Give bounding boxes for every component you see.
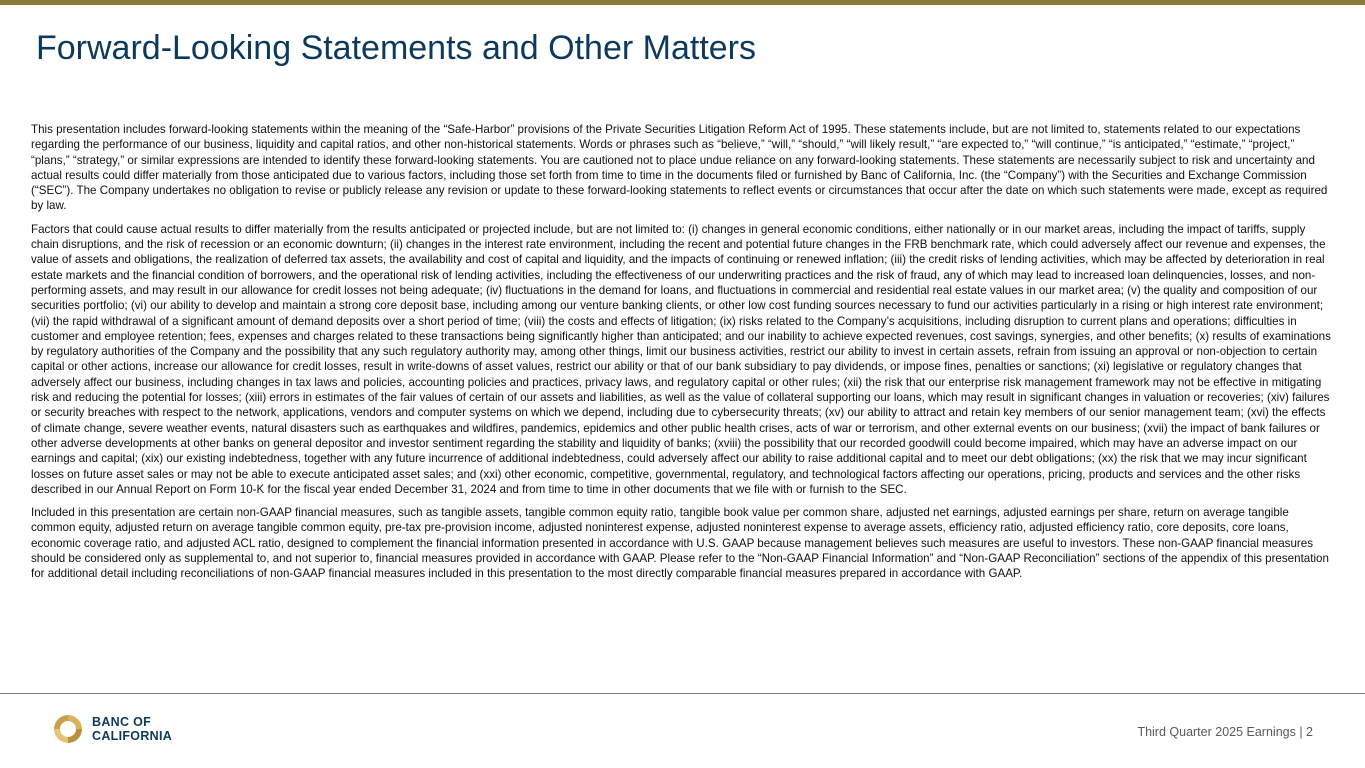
banc-of-california-ring-icon — [52, 713, 84, 745]
page-title: Forward-Looking Statements and Other Matters — [36, 29, 756, 67]
disclaimer-body — [31, 122, 1335, 590]
company-logo — [52, 713, 172, 745]
paragraph-forward-looking: This presentation includes forward-looking statements within the meaning of the “Safe-Harbor” provisions of the Private Securities Litigation Reform Act of 1995. These statements include, but are not limited to, statements related to our expectations regarding the performance of our business, liquidity and capital ratios, and other non-historical statements. Words or phrases such as “believe,” “will,” “should,” “will likely result,” “are expected to,” “will continue,” “is anticipated,” “estimate,” “project,” “plans,” “strategy,” or similar expressions are intended to identify these forward-looking statements. You are cautioned not to place undue reliance on any forward-looking statements. These statements are necessarily subject to risk and uncertainty and actual results could differ materially from those anticipated due to various factors, including those set forth from time to time in the documents filed or furnished by Banc of California, Inc. (the “Company”) with the Securities and Exchange Commission (“SEC”). The Company undertakes no obligation to revise or publicly release any revision or update to these forward-looking statements to reflect events or circumstances that occur after the date on which such statements were made, except as required by law. — [31, 123, 1328, 213]
paragraph-risk-factors: Factors that could cause actual results to differ materially from the results anticipated or projected include, but are not limited to: (i) changes in general economic conditions, either nationally or in our market areas, including the impact of tariffs, supply chain disruptions, and the risk of recession or an economic downturn; (ii) changes in the interest rate environment, including the recent and potential future changes in the FRB benchmark rate, which could adversely affect our revenue and expenses, the value of assets and obligations, the realization of deferred tax assets, the availability and cost of capital and liquidity, and the impacts of continuing or renewed inflation; (iii) the credit risks of lending activities, which may be affected by deterioration in real estate markets and the financial condition of borrowers, and the operational risk of lending activities, including the effectiveness of our underwriting practices and the risk of fraud, any of which may lead to increased loan delinquencies, losses, and non-performing assets, and may result in our allowance for credit losses not being adequate; (iv) fluctuations in the demand for loans, and fluctuations in commercial and residential real estate values in our market area; (v) the quality and composition of our securities portfolio; (vi) our ability to develop and maintain a strong core deposit base, including among our venture banking clients, or other low cost funding sources necessary to fund our activities particularly in a rising or high interest rate environment; (vii) the rapid withdrawal of a significant amount of demand deposits over a short period of time; (viii) the costs and effects of litigation; (ix) risks related to the Company’s acquisitions, including disruption to current plans and operations; difficulties in customer and employee retention; fees, expenses and charges related to these transactions being significantly higher than anticipated; and our inability to achieve expected revenues, cost savings, synergies, and other benefits; (x) results of examinations by regulatory authorities of the Company and the possibility that any such regulatory authority may, among other things, limit our business activities, restrict our ability to invest in certain assets, refrain from issuing an approval or non-objection to certain capital or other actions, increase our allowance for credit losses, result in write-downs of asset values, restrict our ability or that of our bank subsidiary to pay dividends, or impose fines, penalties or sanctions; (xi) legislative or regulatory changes that adversely affect our business, including changes in tax laws and policies, accounting policies and practices, privacy laws, and regulatory capital or other rules; (xii) the risk that our enterprise risk management framework may not be effective in mitigating risk and reducing the potential for losses; (xiii) errors in estimates of the fair values of certain of our assets and liabilities, as well as the value of collateral supporting our loans, which may result in significant changes in valuation or recoveries; (xiv) failures or security breaches with respect to the network, applications, vendors and computer systems on which we depend, including due to cybersecurity threats; (xv) our ability to attract and retain key members of our senior management team; (xvi) the effects of climate change, severe weather events, natural disasters such as earthquakes and wildfires, pandemics, epidemics and other public health crises, acts of war or terrorism, and other external events on our business; (xvii) the impact of bank failures or other adverse developments at other banks on general depositor and investor sentiment regarding the stability and liquidity of banks; (xviii) the possibility that our recorded goodwill could become impaired, which may have an adverse impact on our earnings and capital; (xix) our existing indebtedness, together with any future incurrence of additional indebtedness, could adversely affect our ability to raise additional capital and to meet our debt obligations; (xx) the risk that we may incur significant losses on future asset sales or may not be able to execute anticipated asset sales; and (xxi) other economic, competitive, governmental, regulatory, and technological factors affecting our operations, pricing, products and services and the other risks described in our Annual Report on Form 10-K for the fiscal year ended December 31, 2024 and from time to time in other documents that we file with or furnish to the SEC. — [31, 222, 1331, 496]
top-accent-bar — [0, 0, 1365, 5]
footer-divider — [0, 693, 1365, 694]
paragraph-non-gaap: Included in this presentation are certain non-GAAP financial measures, such as tangible assets, tangible common equity ratio, tangible book value per common share, adjusted net earnings, adjusted earnings per share, return on average tangible common equity, adjusted return on average tangible common equity, pre-tax pre-provision income, adjusted noninterest expense, adjusted noninterest expense to average assets, efficiency ratio, adjusted efficiency ratio, core deposits, core loans, economic coverage ratio, and adjusted ACL ratio, designed to complement the financial information presented in accordance with U.S. GAAP because management believes such measures are useful to investors. These non-GAAP financial measures should be considered only as supplemental to, and not superior to, financial measures provided in accordance with GAAP. Please refer to the “Non-GAAP Financial Information” and “Non-GAAP Reconciliation” sections of the appendix of this presentation for additional detail including reconciliations of non-GAAP financial measures included in this presentation to the most directly comparable financial measures prepared in accordance with GAAP. — [31, 506, 1329, 581]
footer-caption: Third Quarter 2025 Earnings | 2 — [1137, 725, 1313, 739]
logo-line-1: BANC OF — [92, 715, 152, 729]
logo-line-2: CALIFORNIA — [92, 729, 173, 743]
logo-wordmark — [92, 715, 172, 743]
